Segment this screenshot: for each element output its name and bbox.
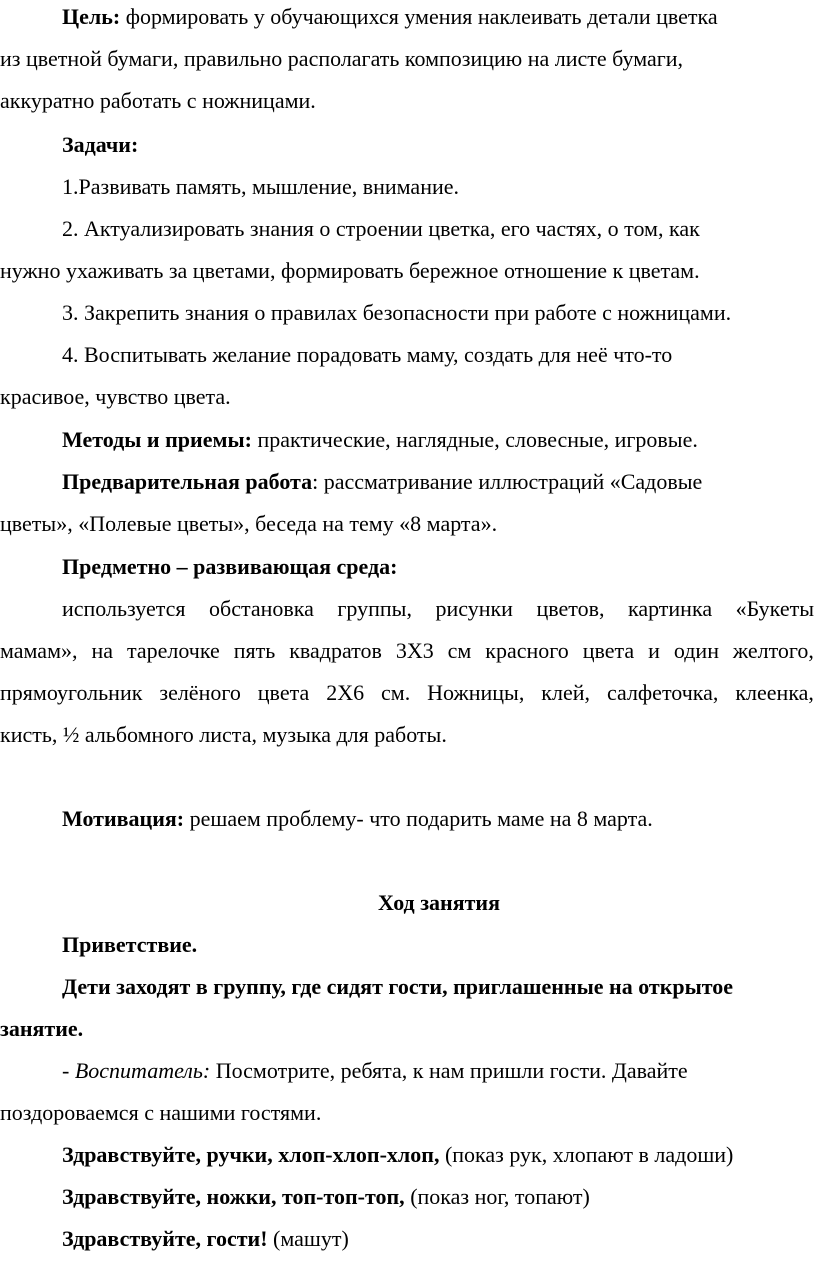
word: см <box>447 638 472 663</box>
word: один <box>673 638 719 663</box>
teacher-line-2: поздороваемся с нашими гостями. <box>0 1100 322 1125</box>
word: пять <box>233 638 276 663</box>
goal-text: формировать у обучающихся умения наклеивать детали цветка <box>120 4 718 29</box>
greeting-heading: Приветствие. <box>62 932 198 957</box>
environment-line-1 <box>0 596 816 622</box>
word: и <box>648 638 660 663</box>
kids-enter-line-2: занятие. <box>0 1016 84 1041</box>
word: рисунки <box>435 596 513 621</box>
goal-line-3: аккуратно работать с ножницами. <box>0 88 316 113</box>
kids-enter-line-1: Дети заходят в группу, где сидят гости, приглашенные на открытое <box>62 974 734 999</box>
teacher-label: Воспитатель: <box>74 1058 211 1083</box>
word: цвета <box>582 638 635 663</box>
word: салфеточка, <box>606 680 719 705</box>
word: клей, <box>541 680 590 705</box>
word: клеенка, <box>735 680 814 705</box>
motivation-line: Мотивация: решаем проблему- что подарить маме на 8 марта. <box>62 806 653 831</box>
task-4-line-2: красивое, чувство цвета. <box>0 384 231 409</box>
poem-line-1: Здравствуйте, ручки, хлоп-хлоп-хлоп, (показ рук, хлопают в ладоши) <box>62 1142 734 1167</box>
word: прямоугольник <box>0 680 143 705</box>
goal-line-2: из цветной бумаги, правильно располагать композицию на листе бумаги, <box>0 46 684 71</box>
goal-label: Цель: <box>62 4 121 29</box>
motivation-label: Мотивация: <box>62 806 185 831</box>
word: цвета <box>257 680 310 705</box>
goal-line-1 <box>0 4 816 30</box>
task-2-line-1: 2. Актуализировать знания о строении цветка, его частях, о том, как <box>62 216 700 241</box>
environment-line-2 <box>0 638 816 664</box>
word: Ножницы, <box>427 680 525 705</box>
word: зелёного <box>159 680 241 705</box>
prework-line-1: Предварительная работа: рассматривание иллюстраций «Садовые <box>62 469 703 494</box>
word: цветов, <box>536 596 605 621</box>
word: «Букеты <box>735 596 814 621</box>
poem-line-2: Здравствуйте, ножки, топ-топ-топ, (показ ног, топают) <box>62 1184 590 1209</box>
word: тарелочке <box>126 638 220 663</box>
task-4-line-1: 4. Воспитывать желание порадовать маму, создать для неё что-то <box>62 342 673 367</box>
word: используется <box>62 596 186 621</box>
tasks-heading: Задачи: <box>62 132 139 157</box>
word: квадратов <box>289 638 382 663</box>
methods-line: Методы и приемы: практические, наглядные, словесные, игровые. <box>62 427 698 452</box>
word: желтого, <box>732 638 814 663</box>
poem-line-3: Здравствуйте, гости! (машут) <box>62 1226 349 1251</box>
task-3: 3. Закрепить знания о правилах безопасности при работе с ножницами. <box>62 300 732 325</box>
word: группы, <box>337 596 412 621</box>
prework-line-2: цветы», «Полевые цветы», беседа на тему «8 марта». <box>0 511 498 536</box>
word: 2Х6 <box>326 680 365 705</box>
environment-heading: Предметно – развивающая среда: <box>62 554 398 579</box>
environment-line-3 <box>0 680 816 706</box>
word: обстановка <box>209 596 314 621</box>
environment-line-4: кисть, ½ альбомного листа, музыка для работы. <box>0 722 447 747</box>
word: картинка <box>627 596 713 621</box>
word: красного <box>485 638 569 663</box>
word: мамам», <box>0 638 78 663</box>
task-1: 1.Развивать память, мышление, внимание. <box>62 174 459 199</box>
prework-label: Предварительная работа <box>62 469 313 494</box>
task-2-line-2: нужно ухаживать за цветами, формировать бережное отношение к цветам. <box>0 258 700 283</box>
methods-label: Методы и приемы: <box>62 427 252 452</box>
word: см. <box>381 680 411 705</box>
word: на <box>91 638 113 663</box>
teacher-line-1: - Воспитатель: Посмотрите, ребята, к нам пришли гости. Давайте <box>62 1058 688 1083</box>
word: 3Х3 <box>395 638 434 663</box>
lesson-title: Ход занятия <box>377 890 500 915</box>
